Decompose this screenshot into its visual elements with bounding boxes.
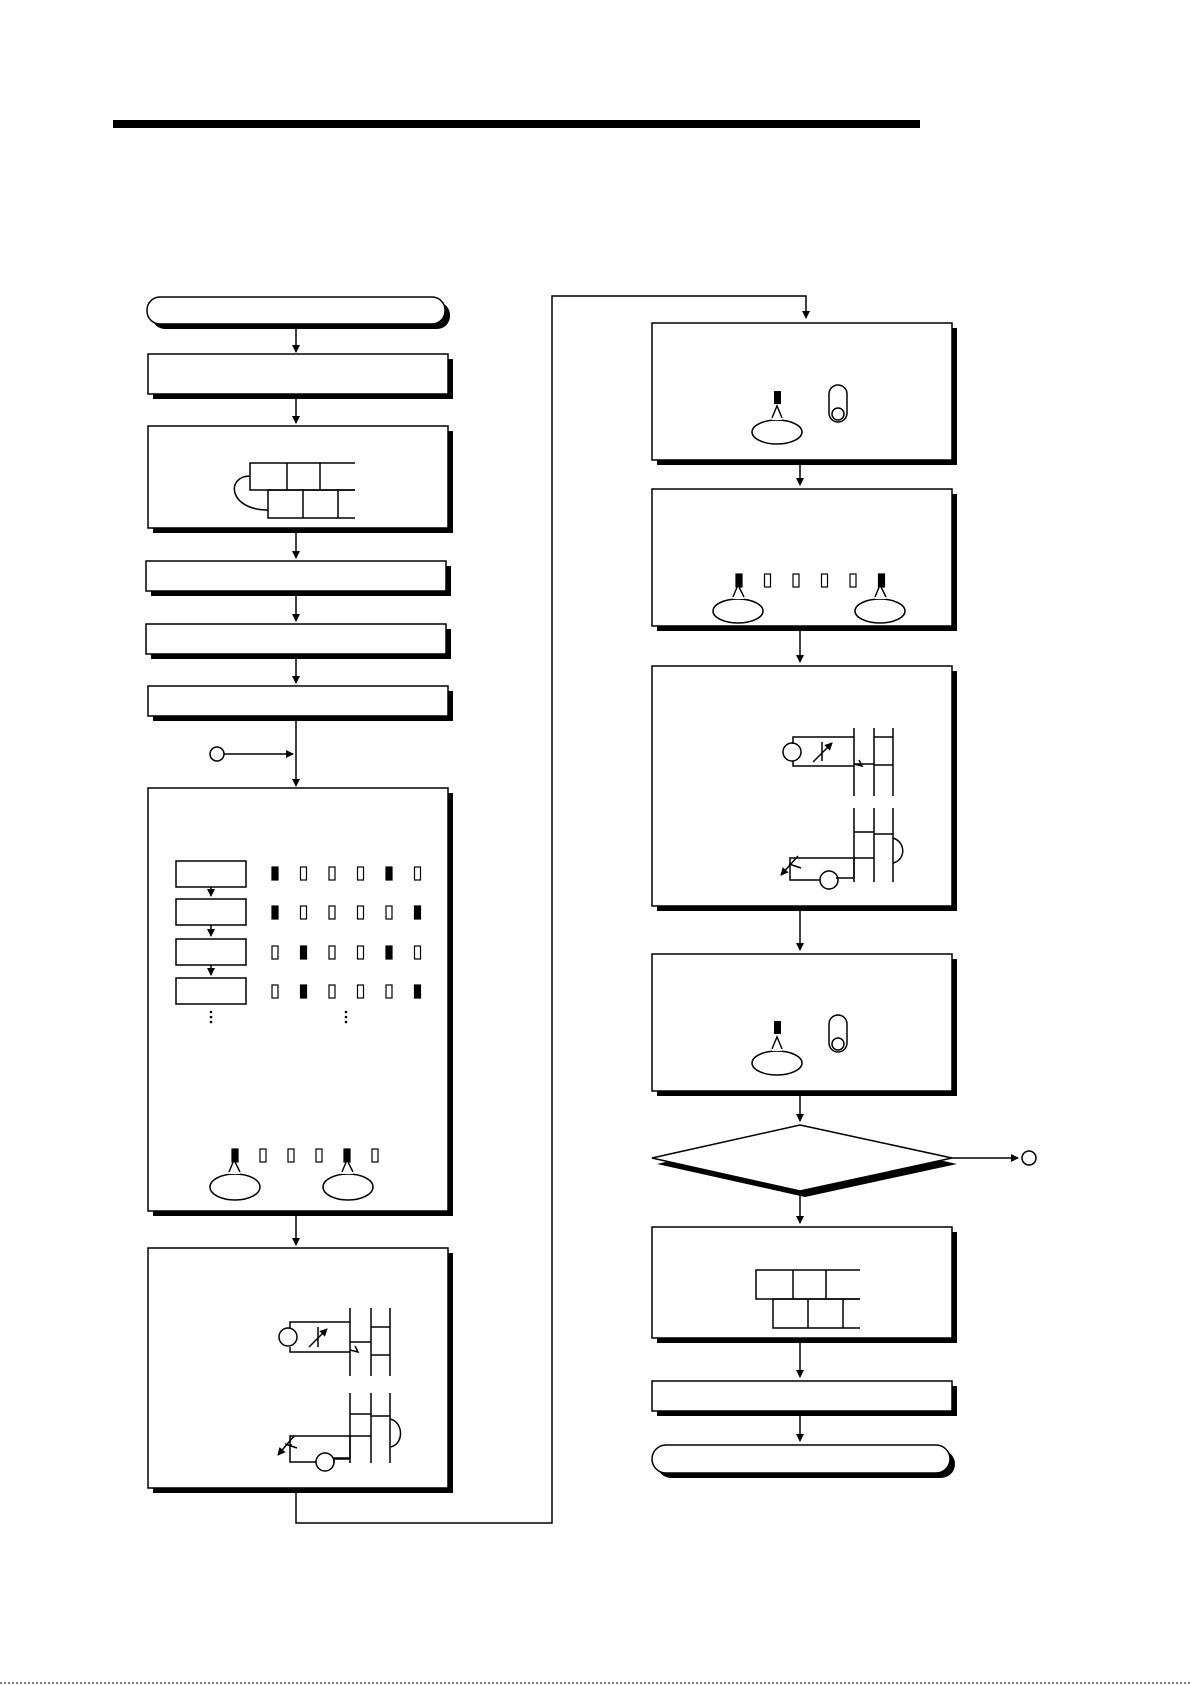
loop-connector-in	[210, 747, 224, 761]
lamp-indicator-on	[415, 906, 421, 919]
process-step-4	[146, 624, 451, 659]
lamp-indicator-off	[316, 1149, 322, 1162]
lamp-indicator-off	[765, 574, 771, 587]
lamp-indicator-off	[822, 574, 828, 587]
process-step-7	[148, 1248, 453, 1493]
lamp-indicator-off	[272, 946, 278, 959]
toggle-switch-icon	[829, 1015, 847, 1052]
process-step-11	[652, 954, 957, 1096]
lamp-indicator-on	[774, 1021, 781, 1034]
process-step-13	[652, 1381, 957, 1416]
process-step-2	[148, 426, 453, 533]
lamp-indicator-off	[329, 867, 335, 880]
end-terminal	[652, 1445, 955, 1478]
lamp-indicator-off	[329, 985, 335, 998]
sub-step-4	[176, 978, 246, 1004]
sub-step-1	[176, 861, 246, 887]
sub-step-2	[176, 899, 246, 925]
lamp-indicator-off	[288, 1149, 294, 1162]
process-step-1	[148, 354, 453, 399]
lamp-indicator-off	[386, 906, 392, 919]
lamp-indicator-on	[774, 391, 781, 404]
lamp-indicator-off	[329, 906, 335, 919]
lamp-indicator-off	[793, 574, 799, 587]
lamp-indicator-on	[272, 906, 278, 919]
lamp-indicator-on	[386, 946, 392, 959]
lamp-indicator-off	[260, 1149, 266, 1162]
lamp-indicator-on	[301, 985, 307, 998]
start-terminal	[147, 297, 450, 329]
loop-connector-out	[1022, 1151, 1036, 1165]
lamp-indicator-off	[301, 906, 307, 919]
lamp-indicator-off	[415, 946, 421, 959]
process-step-10	[652, 666, 957, 911]
lamp-indicator-off	[415, 867, 421, 880]
process-step-3	[146, 561, 451, 596]
process-step-12	[652, 1227, 957, 1343]
sub-step-3	[176, 939, 246, 965]
lamp-indicator-on	[736, 574, 742, 587]
lamp-indicator-on	[301, 946, 307, 959]
lamp-indicator-off	[358, 946, 364, 959]
lamp-indicator-off	[358, 906, 364, 919]
process-step-8	[652, 323, 957, 465]
decision-diamond	[652, 1125, 957, 1197]
process-step-9	[652, 489, 957, 631]
lamp-indicator-off	[358, 867, 364, 880]
lamp-indicator-off	[386, 985, 392, 998]
lamp-indicator-off	[372, 1149, 378, 1162]
lamp-indicator-off	[272, 985, 278, 998]
header-rule	[113, 120, 920, 128]
lamp-indicator-on	[386, 867, 392, 880]
lamp-indicator-off	[358, 985, 364, 998]
lamp-indicator-off	[850, 574, 856, 587]
lamp-indicator-off	[329, 946, 335, 959]
toggle-switch-icon	[829, 385, 847, 422]
lamp-indicator-on	[415, 985, 421, 998]
lamp-indicator-on	[272, 867, 278, 880]
process-step-5	[148, 686, 453, 721]
lamp-indicator-off	[301, 867, 307, 880]
lamp-indicator-on	[232, 1149, 238, 1162]
